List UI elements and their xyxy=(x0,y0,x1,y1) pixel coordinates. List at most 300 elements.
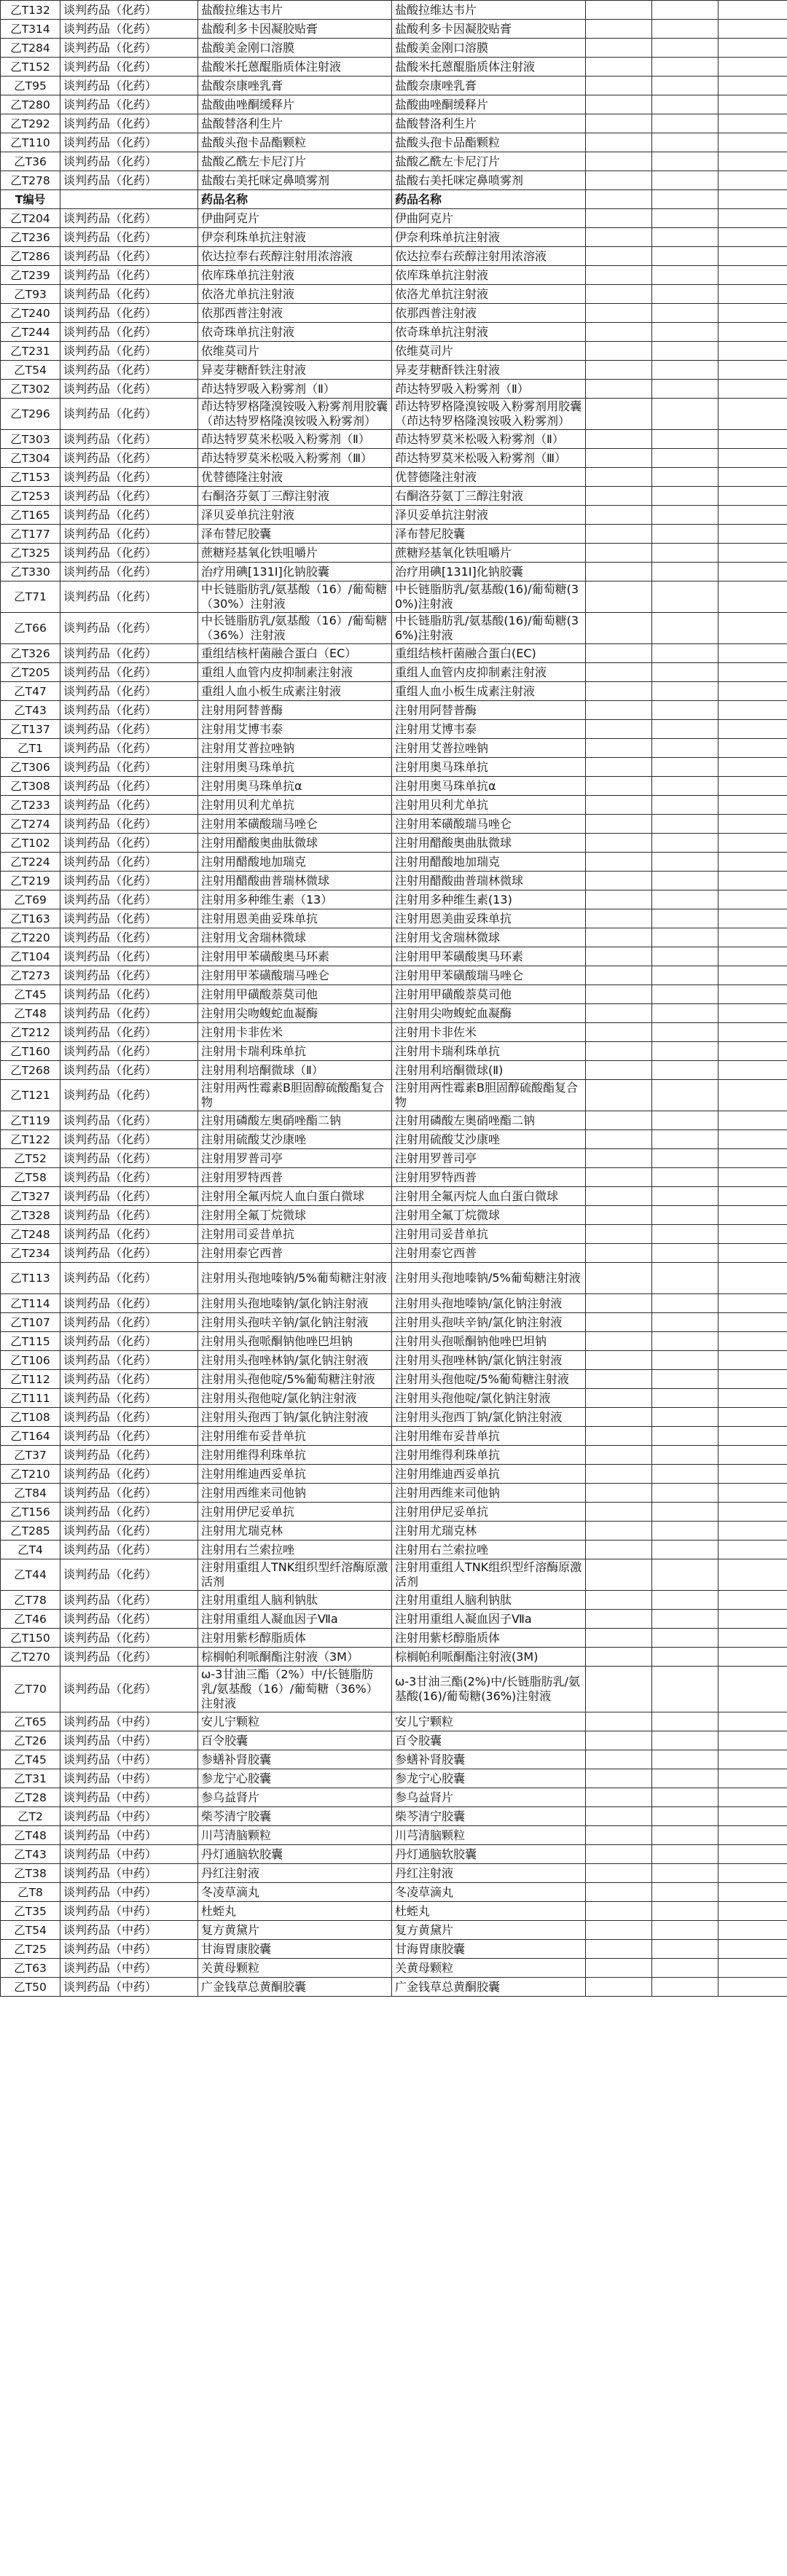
empty-cell[interactable] xyxy=(719,1023,787,1042)
drug-name-copy-cell[interactable]: ω-3甘油三酯(2%)中/长链脂肪乳/氨基酸(16)/葡萄糖(36%)注射液 xyxy=(392,1667,586,1712)
table-row[interactable] xyxy=(1,872,787,890)
drug-name-cell[interactable]: 冬凌草滴丸 xyxy=(198,1883,392,1902)
drug-name-copy-cell[interactable]: 川芎清脑颗粒 xyxy=(392,1826,586,1845)
drug-code-cell[interactable]: 乙T285 xyxy=(1,1522,60,1540)
drug-code-cell[interactable]: 乙T210 xyxy=(1,1465,60,1484)
drug-code-cell[interactable]: T编号 xyxy=(1,190,60,209)
drug-category-cell[interactable]: 谈判药品（中药） xyxy=(60,1826,198,1845)
drug-category-cell[interactable]: 谈判药品（化药） xyxy=(60,739,198,758)
empty-cell[interactable] xyxy=(719,909,787,928)
empty-cell[interactable] xyxy=(652,1629,719,1648)
table-row[interactable] xyxy=(1,152,787,171)
drug-name-copy-cell[interactable]: 重组人血管内皮抑制素注射液 xyxy=(392,663,586,682)
table-row[interactable] xyxy=(1,209,787,228)
drug-name-copy-cell[interactable]: 注射用苯磺酸瑞马唑仑 xyxy=(392,815,586,834)
empty-cell[interactable] xyxy=(586,1826,652,1845)
empty-cell[interactable] xyxy=(652,506,719,525)
empty-cell[interactable] xyxy=(719,1061,787,1080)
drug-name-cell[interactable]: 盐酸奈康唑乳膏 xyxy=(198,77,392,95)
drug-code-cell[interactable]: 乙T66 xyxy=(1,613,60,644)
empty-cell[interactable] xyxy=(719,1225,787,1244)
drug-name-cell[interactable]: 注射用醋酸地加瑞克 xyxy=(198,853,392,872)
table-row[interactable] xyxy=(1,563,787,582)
drug-code-cell[interactable]: 乙T54 xyxy=(1,1921,60,1940)
empty-cell[interactable] xyxy=(719,1864,787,1883)
drug-name-cell[interactable]: 注射用甲苯磺酸瑞马唑仑 xyxy=(198,966,392,985)
drug-category-cell[interactable]: 谈判药品（化药） xyxy=(60,544,198,563)
empty-cell[interactable] xyxy=(652,190,719,209)
drug-category-cell[interactable]: 谈判药品（中药） xyxy=(60,1921,198,1940)
empty-cell[interactable] xyxy=(719,114,787,133)
empty-cell[interactable] xyxy=(719,720,787,739)
empty-cell[interactable] xyxy=(652,1769,719,1788)
drug-category-cell[interactable]: 谈判药品（化药） xyxy=(60,1503,198,1522)
empty-cell[interactable] xyxy=(652,1864,719,1883)
drug-name-cell[interactable]: 依洛尤单抗注射液 xyxy=(198,285,392,304)
empty-cell[interactable] xyxy=(652,1883,719,1902)
drug-code-cell[interactable]: 乙T71 xyxy=(1,582,60,613)
drug-name-copy-cell[interactable]: 茚达特罗莫米松吸入粉雾剂（Ⅱ） xyxy=(392,430,586,449)
empty-cell[interactable] xyxy=(652,739,719,758)
table-row[interactable] xyxy=(1,1940,787,1959)
empty-cell[interactable] xyxy=(586,468,652,487)
empty-cell[interactable] xyxy=(586,342,652,361)
empty-cell[interactable] xyxy=(586,171,652,190)
empty-cell[interactable] xyxy=(586,815,652,834)
drug-name-cell[interactable]: 注射用恩美曲妥珠单抗 xyxy=(198,909,392,928)
table-row[interactable] xyxy=(1,1206,787,1225)
empty-cell[interactable] xyxy=(652,909,719,928)
drug-category-cell[interactable]: 谈判药品（化药） xyxy=(60,909,198,928)
empty-cell[interactable] xyxy=(719,304,787,323)
table-row[interactable] xyxy=(1,966,787,985)
drug-category-cell[interactable]: 谈判药品（化药） xyxy=(60,361,198,380)
empty-cell[interactable] xyxy=(586,1332,652,1351)
drug-name-cell[interactable]: 泽布替尼胶囊 xyxy=(198,525,392,544)
drug-name-cell[interactable]: 注射用头孢地嗪钠/氯化钠注射液 xyxy=(198,1294,392,1313)
drug-name-copy-cell[interactable]: 注射用奥马珠单抗 xyxy=(392,758,586,777)
drug-code-cell[interactable]: 乙T314 xyxy=(1,20,60,39)
table-row[interactable] xyxy=(1,468,787,487)
drug-code-cell[interactable]: 乙T205 xyxy=(1,663,60,682)
empty-cell[interactable] xyxy=(652,1902,719,1921)
empty-cell[interactable] xyxy=(586,909,652,928)
table-row[interactable] xyxy=(1,1168,787,1187)
drug-name-copy-cell[interactable]: 注射用头孢他啶/5%葡萄糖注射液 xyxy=(392,1370,586,1389)
drug-name-copy-cell[interactable]: 注射用全氟丁烷微球 xyxy=(392,1206,586,1225)
empty-cell[interactable] xyxy=(586,1080,652,1111)
empty-cell[interactable] xyxy=(586,1111,652,1130)
empty-cell[interactable] xyxy=(652,563,719,582)
empty-cell[interactable] xyxy=(652,928,719,947)
drug-name-cell[interactable]: 注射用维迪西妥单抗 xyxy=(198,1465,392,1484)
empty-cell[interactable] xyxy=(586,701,652,720)
empty-cell[interactable] xyxy=(586,380,652,399)
drug-name-cell[interactable]: 注射用头孢哌酮钠他唑巴坦钠 xyxy=(198,1332,392,1351)
empty-cell[interactable] xyxy=(586,890,652,909)
drug-name-copy-cell[interactable]: 注射用戈舍瑞林微球 xyxy=(392,928,586,947)
drug-code-cell[interactable]: 乙T112 xyxy=(1,1370,60,1389)
drug-name-cell[interactable]: 注射用紫杉醇脂质体 xyxy=(198,1629,392,1648)
drug-code-cell[interactable]: 乙T38 xyxy=(1,1864,60,1883)
empty-cell[interactable] xyxy=(652,758,719,777)
empty-cell[interactable] xyxy=(652,544,719,563)
drug-code-cell[interactable]: 乙T156 xyxy=(1,1503,60,1522)
table-row[interactable] xyxy=(1,1408,787,1427)
drug-name-copy-cell[interactable]: 盐酸利多卡因凝胶贴膏 xyxy=(392,20,586,39)
empty-cell[interactable] xyxy=(586,834,652,853)
table-row[interactable] xyxy=(1,1667,787,1712)
empty-cell[interactable] xyxy=(652,361,719,380)
empty-cell[interactable] xyxy=(719,1610,787,1629)
empty-cell[interactable] xyxy=(586,1788,652,1807)
drug-name-cell[interactable]: 蔗糖羟基氧化铁咀嚼片 xyxy=(198,544,392,563)
drug-name-cell[interactable]: 注射用尤瑞克林 xyxy=(198,1522,392,1540)
drug-name-cell[interactable]: 注射用卡瑞利珠单抗 xyxy=(198,1042,392,1061)
empty-cell[interactable] xyxy=(719,947,787,966)
drug-name-copy-cell[interactable]: 注射用两性霉素B胆固醇硫酸酯复合物 xyxy=(392,1080,586,1111)
empty-cell[interactable] xyxy=(586,1629,652,1648)
drug-code-cell[interactable]: 乙T31 xyxy=(1,1769,60,1788)
drug-code-cell[interactable]: 乙T48 xyxy=(1,1004,60,1023)
drug-name-copy-cell[interactable]: 注射用硫酸艾沙康唑 xyxy=(392,1130,586,1149)
drug-category-cell[interactable]: 谈判药品（中药） xyxy=(60,1788,198,1807)
drug-category-cell[interactable]: 谈判药品（化药） xyxy=(60,506,198,525)
drug-name-copy-cell[interactable]: 盐酸头孢卡品酯颗粒 xyxy=(392,133,586,152)
drug-name-copy-cell[interactable]: 依库珠单抗注射液 xyxy=(392,266,586,285)
drug-code-cell[interactable]: 乙T150 xyxy=(1,1629,60,1648)
empty-cell[interactable] xyxy=(719,77,787,95)
drug-name-cell[interactable]: 杜蛭丸 xyxy=(198,1902,392,1921)
drug-name-copy-cell[interactable]: 甘海胃康胶囊 xyxy=(392,1940,586,1959)
drug-category-cell[interactable]: 谈判药品（化药） xyxy=(60,228,198,247)
empty-cell[interactable] xyxy=(652,95,719,114)
drug-name-cell[interactable]: 注射用全氟丁烷微球 xyxy=(198,1206,392,1225)
table-row[interactable] xyxy=(1,1244,787,1263)
empty-cell[interactable] xyxy=(719,190,787,209)
empty-cell[interactable] xyxy=(652,1667,719,1712)
empty-cell[interactable] xyxy=(719,152,787,171)
drug-code-cell[interactable]: 乙T8 xyxy=(1,1883,60,1902)
empty-cell[interactable] xyxy=(586,266,652,285)
empty-cell[interactable] xyxy=(586,399,652,430)
table-row[interactable] xyxy=(1,20,787,39)
empty-cell[interactable] xyxy=(652,815,719,834)
empty-cell[interactable] xyxy=(652,1940,719,1959)
table-row[interactable] xyxy=(1,133,787,152)
drug-name-cell[interactable]: 注射用硫酸艾沙康唑 xyxy=(198,1130,392,1149)
empty-cell[interactable] xyxy=(652,1244,719,1263)
empty-cell[interactable] xyxy=(719,1629,787,1648)
table-row[interactable] xyxy=(1,720,787,739)
drug-name-cell[interactable]: 注射用卡非佐米 xyxy=(198,1023,392,1042)
drug-category-cell[interactable]: 谈判药品（化药） xyxy=(60,304,198,323)
drug-name-copy-cell[interactable]: 右酮洛芬氨丁三醇注射液 xyxy=(392,487,586,506)
drug-name-cell[interactable]: 重组人血管内皮抑制素注射液 xyxy=(198,663,392,682)
drug-name-cell[interactable]: 治疗用碘[131I]化钠胶囊 xyxy=(198,563,392,582)
empty-cell[interactable] xyxy=(652,1559,719,1591)
drug-code-cell[interactable]: 乙T253 xyxy=(1,487,60,506)
empty-cell[interactable] xyxy=(652,1332,719,1351)
empty-cell[interactable] xyxy=(586,947,652,966)
empty-cell[interactable] xyxy=(652,1389,719,1408)
drug-name-cell[interactable]: 依维莫司片 xyxy=(198,342,392,361)
empty-cell[interactable] xyxy=(586,1522,652,1540)
empty-cell[interactable] xyxy=(652,1168,719,1187)
empty-cell[interactable] xyxy=(719,1263,787,1294)
drug-code-cell[interactable]: 乙T212 xyxy=(1,1023,60,1042)
empty-cell[interactable] xyxy=(586,1004,652,1023)
empty-cell[interactable] xyxy=(586,487,652,506)
empty-cell[interactable] xyxy=(719,1,787,20)
drug-name-cell[interactable]: 依库珠单抗注射液 xyxy=(198,266,392,285)
drug-name-copy-cell[interactable]: 伊奈利珠单抗注射液 xyxy=(392,228,586,247)
empty-cell[interactable] xyxy=(719,1826,787,1845)
empty-cell[interactable] xyxy=(719,39,787,58)
empty-cell[interactable] xyxy=(586,872,652,890)
empty-cell[interactable] xyxy=(719,1522,787,1540)
drug-name-cell[interactable]: 盐酸头孢卡品酯颗粒 xyxy=(198,133,392,152)
drug-name-cell[interactable]: 盐酸美金刚口溶膜 xyxy=(198,39,392,58)
empty-cell[interactable] xyxy=(586,796,652,815)
drug-code-cell[interactable]: 乙T177 xyxy=(1,525,60,544)
drug-code-cell[interactable]: 乙T330 xyxy=(1,563,60,582)
empty-cell[interactable] xyxy=(719,1712,787,1731)
empty-cell[interactable] xyxy=(719,430,787,449)
empty-cell[interactable] xyxy=(719,1408,787,1427)
drug-category-cell[interactable]: 谈判药品（化药） xyxy=(60,468,198,487)
empty-cell[interactable] xyxy=(586,613,652,644)
empty-cell[interactable] xyxy=(586,1465,652,1484)
empty-cell[interactable] xyxy=(652,209,719,228)
drug-name-cell[interactable]: 盐酸曲唑酮缓释片 xyxy=(198,95,392,114)
drug-name-copy-cell[interactable]: 注射用磷酸左奥硝唑酯二钠 xyxy=(392,1111,586,1130)
table-row[interactable] xyxy=(1,1807,787,1826)
drug-code-cell[interactable]: 乙T25 xyxy=(1,1940,60,1959)
drug-code-cell[interactable]: 乙T28 xyxy=(1,1788,60,1807)
empty-cell[interactable] xyxy=(652,1149,719,1168)
drug-name-cell[interactable]: 注射用艾普拉唑钠 xyxy=(198,739,392,758)
drug-code-cell[interactable]: 乙T63 xyxy=(1,1959,60,1978)
drug-code-cell[interactable]: 乙T46 xyxy=(1,1610,60,1629)
drug-category-cell[interactable]: 谈判药品（化药） xyxy=(60,582,198,613)
empty-cell[interactable] xyxy=(719,682,787,701)
drug-name-cell[interactable]: 注射用头孢他啶/氯化钠注射液 xyxy=(198,1389,392,1408)
empty-cell[interactable] xyxy=(586,1042,652,1061)
empty-cell[interactable] xyxy=(652,1807,719,1826)
drug-category-cell[interactable]: 谈判药品（化药） xyxy=(60,39,198,58)
empty-cell[interactable] xyxy=(719,853,787,872)
drug-name-copy-cell[interactable]: 泽布替尼胶囊 xyxy=(392,525,586,544)
empty-cell[interactable] xyxy=(652,582,719,613)
drug-name-copy-cell[interactable]: 注射用阿替普酶 xyxy=(392,701,586,720)
empty-cell[interactable] xyxy=(652,1206,719,1225)
empty-cell[interactable] xyxy=(586,1225,652,1244)
drug-name-copy-cell[interactable]: 注射用尖吻蝮蛇血凝酶 xyxy=(392,1004,586,1023)
drug-category-cell[interactable]: 谈判药品（化药） xyxy=(60,1061,198,1080)
empty-cell[interactable] xyxy=(586,1559,652,1591)
drug-name-copy-cell[interactable]: 茚达特罗格隆溴铵吸入粉雾剂用胶囊（茚达特罗格隆溴铵吸入粉雾剂） xyxy=(392,399,586,430)
empty-cell[interactable] xyxy=(719,449,787,468)
empty-cell[interactable] xyxy=(652,1446,719,1465)
table-row[interactable] xyxy=(1,399,787,430)
table-row[interactable] xyxy=(1,1864,787,1883)
empty-cell[interactable] xyxy=(719,796,787,815)
drug-name-copy-cell[interactable]: 蔗糖羟基氧化铁咀嚼片 xyxy=(392,544,586,563)
empty-cell[interactable] xyxy=(652,777,719,796)
drug-name-cell[interactable]: 中长链脂肪乳/氨基酸（16）/葡萄糖（36%）注射液 xyxy=(198,613,392,644)
drug-category-cell[interactable]: 谈判药品（化药） xyxy=(60,1004,198,1023)
empty-cell[interactable] xyxy=(652,1408,719,1427)
drug-name-copy-cell[interactable]: 参蟮补肾胶囊 xyxy=(392,1750,586,1769)
empty-cell[interactable] xyxy=(586,209,652,228)
empty-cell[interactable] xyxy=(586,1484,652,1503)
drug-code-cell[interactable]: 乙T303 xyxy=(1,430,60,449)
empty-cell[interactable] xyxy=(586,1750,652,1769)
empty-cell[interactable] xyxy=(586,58,652,77)
table-row[interactable] xyxy=(1,323,787,342)
drug-code-cell[interactable]: 乙T219 xyxy=(1,872,60,890)
empty-cell[interactable] xyxy=(719,1351,787,1370)
drug-code-cell[interactable]: 乙T137 xyxy=(1,720,60,739)
drug-name-copy-cell[interactable]: 百令胶囊 xyxy=(392,1731,586,1750)
empty-cell[interactable] xyxy=(719,582,787,613)
table-row[interactable] xyxy=(1,1629,787,1648)
drug-code-cell[interactable]: 乙T326 xyxy=(1,644,60,663)
empty-cell[interactable] xyxy=(719,1921,787,1940)
drug-code-cell[interactable]: 乙T164 xyxy=(1,1427,60,1446)
empty-cell[interactable] xyxy=(652,701,719,720)
drug-category-cell[interactable]: 谈判药品（化药） xyxy=(60,1225,198,1244)
empty-cell[interactable] xyxy=(719,380,787,399)
drug-code-cell[interactable]: 乙T95 xyxy=(1,77,60,95)
table-row[interactable] xyxy=(1,1484,787,1503)
drug-name-copy-cell[interactable]: 注射用重组人凝血因子Ⅶa xyxy=(392,1610,586,1629)
empty-cell[interactable] xyxy=(586,1503,652,1522)
drug-category-cell[interactable]: 谈判药品（化药） xyxy=(60,663,198,682)
table-row[interactable] xyxy=(1,1788,787,1807)
drug-name-copy-cell[interactable]: 注射用维迪西妥单抗 xyxy=(392,1465,586,1484)
drug-code-cell[interactable]: 乙T26 xyxy=(1,1731,60,1750)
drug-name-copy-cell[interactable]: 参龙宁心胶囊 xyxy=(392,1769,586,1788)
drug-name-cell[interactable]: 丹灯通脑软胶囊 xyxy=(198,1845,392,1864)
empty-cell[interactable] xyxy=(586,928,652,947)
empty-cell[interactable] xyxy=(586,739,652,758)
drug-code-cell[interactable]: 乙T2 xyxy=(1,1807,60,1826)
drug-category-cell[interactable]: 谈判药品（化药） xyxy=(60,487,198,506)
empty-cell[interactable] xyxy=(652,342,719,361)
drug-name-cell[interactable]: 注射用重组人TNK组织型纤溶酶原激活剂 xyxy=(198,1559,392,1591)
empty-cell[interactable] xyxy=(719,487,787,506)
table-row[interactable] xyxy=(1,1080,787,1111)
drug-category-cell[interactable]: 谈判药品（化药） xyxy=(60,1023,198,1042)
drug-name-copy-cell[interactable]: 伊曲阿克片 xyxy=(392,209,586,228)
empty-cell[interactable] xyxy=(652,1351,719,1370)
drug-code-cell[interactable]: 乙T104 xyxy=(1,947,60,966)
drug-name-cell[interactable]: 泽贝妥单抗注射液 xyxy=(198,506,392,525)
table-row[interactable] xyxy=(1,1111,787,1130)
drug-name-cell[interactable]: 注射用醋酸曲普瑞林微球 xyxy=(198,872,392,890)
drug-name-cell[interactable]: 注射用贝利尤单抗 xyxy=(198,796,392,815)
table-row[interactable] xyxy=(1,171,787,190)
empty-cell[interactable] xyxy=(652,1503,719,1522)
empty-cell[interactable] xyxy=(652,613,719,644)
empty-cell[interactable] xyxy=(719,701,787,720)
table-row[interactable] xyxy=(1,228,787,247)
drug-category-cell[interactable]: 谈判药品（化药） xyxy=(60,95,198,114)
empty-cell[interactable] xyxy=(586,1351,652,1370)
empty-cell[interactable] xyxy=(586,77,652,95)
empty-cell[interactable] xyxy=(586,95,652,114)
empty-cell[interactable] xyxy=(652,1263,719,1294)
empty-cell[interactable] xyxy=(586,985,652,1004)
drug-name-cell[interactable]: 茚达特罗莫米松吸入粉雾剂（Ⅲ） xyxy=(198,449,392,468)
table-row[interactable] xyxy=(1,430,787,449)
drug-code-cell[interactable]: 乙T244 xyxy=(1,323,60,342)
drug-name-cell[interactable]: 参蟮补肾胶囊 xyxy=(198,1750,392,1769)
empty-cell[interactable] xyxy=(719,209,787,228)
empty-cell[interactable] xyxy=(719,1149,787,1168)
empty-cell[interactable] xyxy=(586,1389,652,1408)
drug-name-copy-cell[interactable]: 注射用贝利尤单抗 xyxy=(392,796,586,815)
drug-name-copy-cell[interactable]: 药品名称 xyxy=(392,190,586,209)
drug-name-cell[interactable]: 广金钱草总黄酮胶囊 xyxy=(198,1978,392,1997)
empty-cell[interactable] xyxy=(719,1503,787,1522)
drug-category-cell[interactable]: 谈判药品（化药） xyxy=(60,430,198,449)
drug-name-copy-cell[interactable]: 注射用恩美曲妥珠单抗 xyxy=(392,909,586,928)
empty-cell[interactable] xyxy=(652,285,719,304)
table-row[interactable] xyxy=(1,1610,787,1629)
empty-cell[interactable] xyxy=(586,1610,652,1629)
drug-code-cell[interactable]: 乙T231 xyxy=(1,342,60,361)
table-row[interactable] xyxy=(1,663,787,682)
table-row[interactable] xyxy=(1,777,787,796)
table-row[interactable] xyxy=(1,1313,787,1332)
empty-cell[interactable] xyxy=(719,525,787,544)
empty-cell[interactable] xyxy=(719,247,787,266)
drug-name-cell[interactable]: 参乌益肾片 xyxy=(198,1788,392,1807)
drug-code-cell[interactable]: 乙T286 xyxy=(1,247,60,266)
drug-name-cell[interactable]: 甘海胃康胶囊 xyxy=(198,1940,392,1959)
drug-code-cell[interactable]: 乙T328 xyxy=(1,1206,60,1225)
drug-code-cell[interactable]: 乙T220 xyxy=(1,928,60,947)
table-row[interactable] xyxy=(1,853,787,872)
table-row[interactable] xyxy=(1,1902,787,1921)
drug-name-cell[interactable]: 盐酸米托蒽醌脂质体注射液 xyxy=(198,58,392,77)
drug-name-cell[interactable]: 依达拉奉右莰醇注射用浓溶液 xyxy=(198,247,392,266)
empty-cell[interactable] xyxy=(652,1826,719,1845)
drug-name-cell[interactable]: 丹红注射液 xyxy=(198,1864,392,1883)
empty-cell[interactable] xyxy=(719,1750,787,1769)
drug-code-cell[interactable]: 乙T35 xyxy=(1,1902,60,1921)
drug-code-cell[interactable]: 乙T69 xyxy=(1,890,60,909)
drug-code-cell[interactable]: 乙T108 xyxy=(1,1408,60,1427)
drug-name-cell[interactable]: 注射用戈舍瑞林微球 xyxy=(198,928,392,947)
drug-name-cell[interactable]: 注射用阿替普酶 xyxy=(198,701,392,720)
empty-cell[interactable] xyxy=(652,1591,719,1610)
empty-cell[interactable] xyxy=(719,890,787,909)
empty-cell[interactable] xyxy=(586,1187,652,1206)
empty-cell[interactable] xyxy=(586,525,652,544)
empty-cell[interactable] xyxy=(586,1591,652,1610)
drug-category-cell[interactable]: 谈判药品（化药） xyxy=(60,342,198,361)
drug-name-copy-cell[interactable]: 注射用醋酸奥曲肽微球 xyxy=(392,834,586,853)
table-row[interactable] xyxy=(1,1503,787,1522)
table-row[interactable] xyxy=(1,1004,787,1023)
empty-cell[interactable] xyxy=(652,1921,719,1940)
empty-cell[interactable] xyxy=(586,1408,652,1427)
drug-name-copy-cell[interactable]: 注射用艾博韦泰 xyxy=(392,720,586,739)
